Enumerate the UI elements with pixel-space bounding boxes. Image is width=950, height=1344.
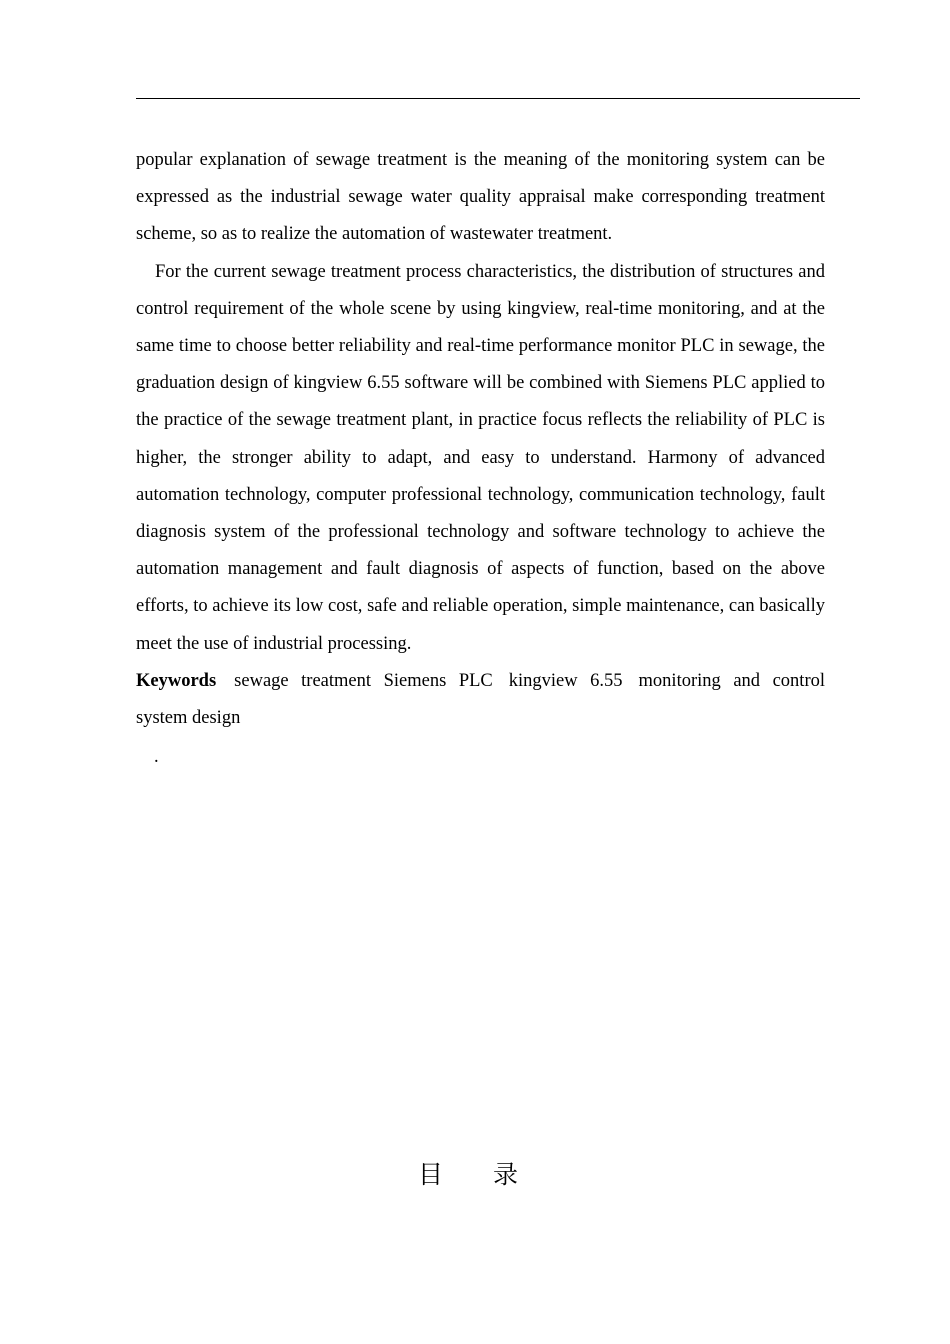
abstract-paragraph-1: popular explanation of sewage treatment is the meaning of the monitoring system can be expressed as the industrial sewage water quality appraisal make corresponding treatment scheme, so as to realize the automation of wastewater treatment.	[136, 150, 825, 245]
header-rule	[136, 98, 860, 99]
keyword-item: monitoring and control system design	[136, 670, 825, 729]
toc-title-text: 目录	[417, 1160, 568, 1189]
keyword-item: sewage treatment Siemens PLC	[234, 670, 493, 691]
toc-heading	[0, 1155, 936, 1195]
abstract-body	[136, 142, 825, 778]
abstract-paragraph-2: For the current sewage treatment process characteristics, the distribution of structures and control requirement of the whole scene by using kingview, real-time monitoring, and at the same time to choose better reliability and real-time performance monitor PLC in sewage, the graduation design of kingview 6.55 software will be combined with Siemens PLC applied to the practice of the sewage treatment plant, in practice focus reflects the reliability of PLC is higher, the stronger ability to adapt, and easy to understand. Harmony of advanced automation technology, computer professional technology, communication technology, fault diagnosis system of the professional technology and software technology to achieve the automation management and fault diagnosis of aspects of function, based on the above efforts, to achieve its low cost, safe and reliable operation, simple maintenance, can basically meet the use of industrial processing.	[136, 261, 825, 654]
keywords-label: Keywords	[136, 670, 217, 691]
stray-mark: .	[154, 747, 159, 768]
keyword-item: kingview 6.55	[508, 670, 623, 691]
keywords-line	[136, 663, 825, 737]
